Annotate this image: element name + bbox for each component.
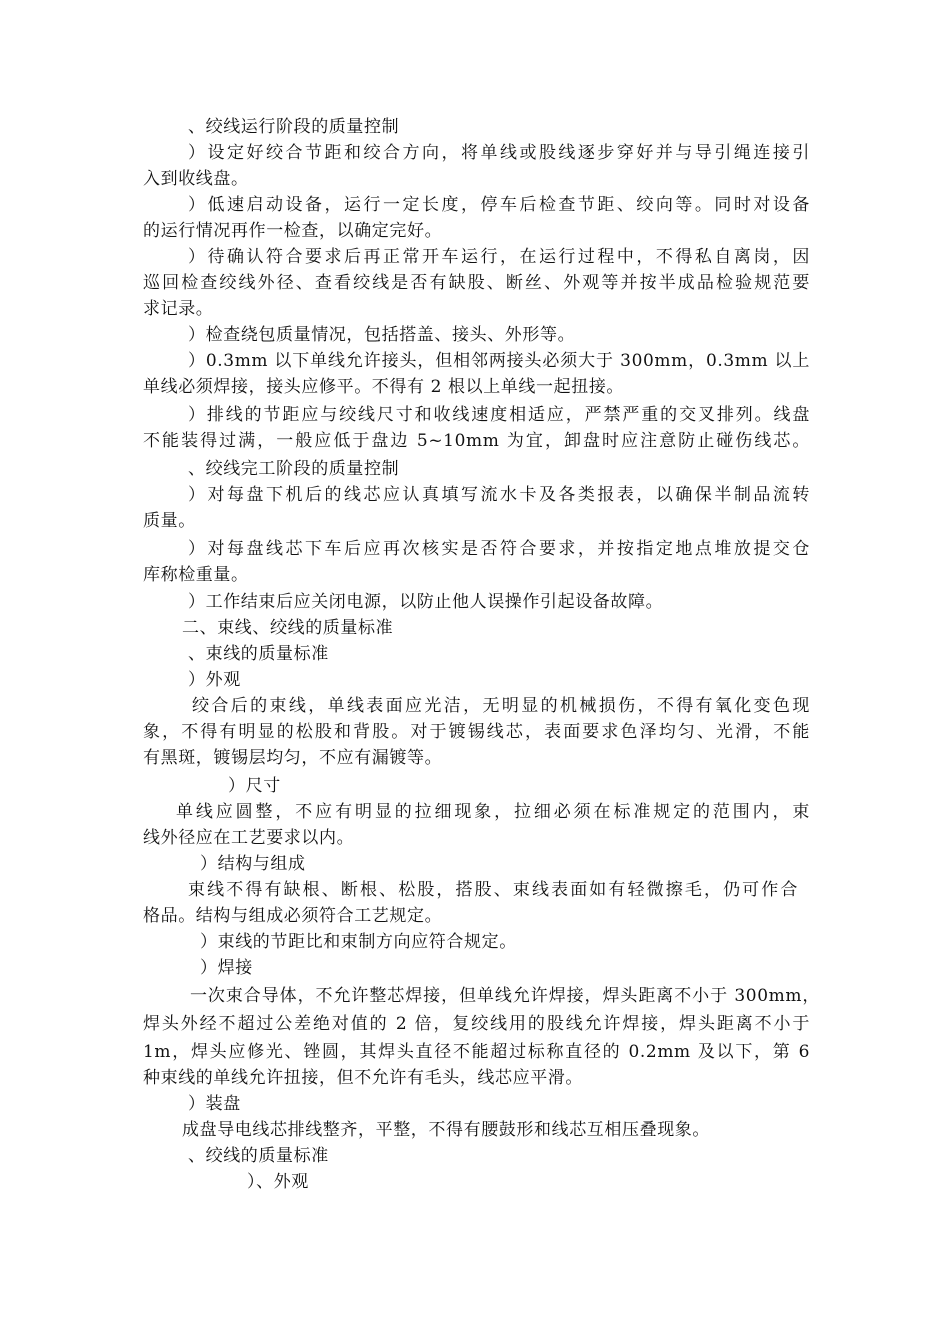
section-heading: 、绞线完工阶段的质量控制 bbox=[188, 459, 400, 479]
paragraph-line: 有黑斑，镀锡层均匀，不应有漏镀等。 bbox=[143, 748, 443, 768]
paragraph-line: 入到收线盘。 bbox=[143, 169, 249, 189]
paragraph-line: ）对每盘线芯下车后应再次核实是否符合要求，并按指定地点堆放提交仓 bbox=[188, 539, 810, 559]
paragraph-line: 1m，焊头应修光、锉圆，其焊头直径不能超过标称直径的 0.2mm 及以下，第 6 bbox=[143, 1042, 810, 1062]
subsection-heading: ）、外观 bbox=[247, 1172, 309, 1192]
subsection-heading: ）外观 bbox=[188, 670, 241, 690]
paragraph-line: 求记录。 bbox=[143, 299, 214, 319]
paragraph-line: 束线不得有缺根、断根、松股，搭股、束线表面如有轻微擦毛，仍可作合 bbox=[188, 880, 798, 900]
paragraph-line: 一次束合导体，不允许整芯焊接，但单线允许焊接，焊头距离不小于 300mm， bbox=[190, 986, 820, 1006]
paragraph-line: ）待确认符合要求后再正常开车运行，在运行过程中，不得私自离岗，因 bbox=[188, 247, 810, 267]
paragraph-line: ）低速启动设备，运行一定长度，停车后检查节距、绞向等。同时对设备 bbox=[188, 195, 810, 215]
paragraph-line: ）0.3mm 以下单线允许接头，但相邻两接头必须大于 300mm，0.3mm 以上 bbox=[188, 351, 810, 371]
section-heading: 、绞线的质量标准 bbox=[188, 1146, 329, 1166]
paragraph-line: 质量。 bbox=[143, 511, 196, 531]
section-heading: 、束线的质量标准 bbox=[188, 644, 329, 664]
paragraph-line: 成盘导电线芯排线整齐，平整，不得有腰鼓形和线芯互相压叠现象。 bbox=[182, 1120, 710, 1140]
paragraph-line: ）设定好绞合节距和绞合方向，将单线或股线逐步穿好并与导引绳连接引 bbox=[188, 143, 810, 163]
paragraph-line: 单线必须焊接，接头应修平。不得有 2 根以上单线一起扭接。 bbox=[143, 377, 625, 397]
paragraph-line: 绞合后的束线，单线表面应光洁，无明显的机械损伤，不得有氧化变色现 bbox=[192, 696, 810, 716]
paragraph-line: ）排线的节距应与绞线尺寸和收线速度相适应，严禁严重的交叉排列。线盘 bbox=[188, 405, 810, 425]
paragraph-line: 线外径应在工艺要求以内。 bbox=[143, 828, 355, 848]
paragraph-line: ）检查绕包质量情况，包括搭盖、接头、外形等。 bbox=[188, 325, 576, 345]
paragraph-line: ）工作结束后应关闭电源，以防止他人误操作引起设备故障。 bbox=[188, 592, 664, 612]
paragraph-line: 格品。结构与组成必须符合工艺规定。 bbox=[143, 906, 443, 926]
subsection-heading: ）焊接 bbox=[200, 958, 253, 978]
subsection-heading: ）尺寸 bbox=[228, 776, 281, 796]
subsection-heading: ）结构与组成 bbox=[200, 854, 306, 874]
paragraph-line: 的运行情况再作一检查，以确定完好。 bbox=[143, 221, 443, 241]
subsection-heading: ）束线的节距比和束制方向应符合规定。 bbox=[200, 932, 517, 952]
subsection-heading: ）装盘 bbox=[188, 1094, 241, 1114]
paragraph-line: 巡回检查绞线外径、查看绞线是否有缺股、断丝、外观等并按半成品检验规范要 bbox=[143, 273, 810, 293]
paragraph-line: 焊头外经不超过公差绝对值的 2 倍，复绞线用的股线允许焊接，焊头距离不小于 bbox=[143, 1014, 810, 1034]
paragraph-line: 库称检重量。 bbox=[143, 565, 249, 585]
paragraph-line: ）对每盘下机后的线芯应认真填写流水卡及各类报表，以确保半制品流转 bbox=[188, 485, 810, 505]
paragraph-line: 单线应圆整，不应有明显的拉细现象，拉细必须在标准规定的范围内，束 bbox=[176, 802, 810, 822]
section-heading: 、绞线运行阶段的质量控制 bbox=[188, 117, 400, 137]
paragraph-line: 不能装得过满，一般应低于盘边 5~10mm 为宜，卸盘时应注意防止碰伤线芯。 bbox=[143, 431, 810, 451]
paragraph-line: 象，不得有明显的松股和背股。对于镀锡线芯，表面要求色泽均匀、光滑，不能 bbox=[143, 722, 810, 742]
paragraph-line: 种束线的单线允许扭接，但不允许有毛头，线芯应平滑。 bbox=[143, 1068, 583, 1088]
section-heading: 二、束线、绞线的质量标准 bbox=[182, 618, 394, 638]
